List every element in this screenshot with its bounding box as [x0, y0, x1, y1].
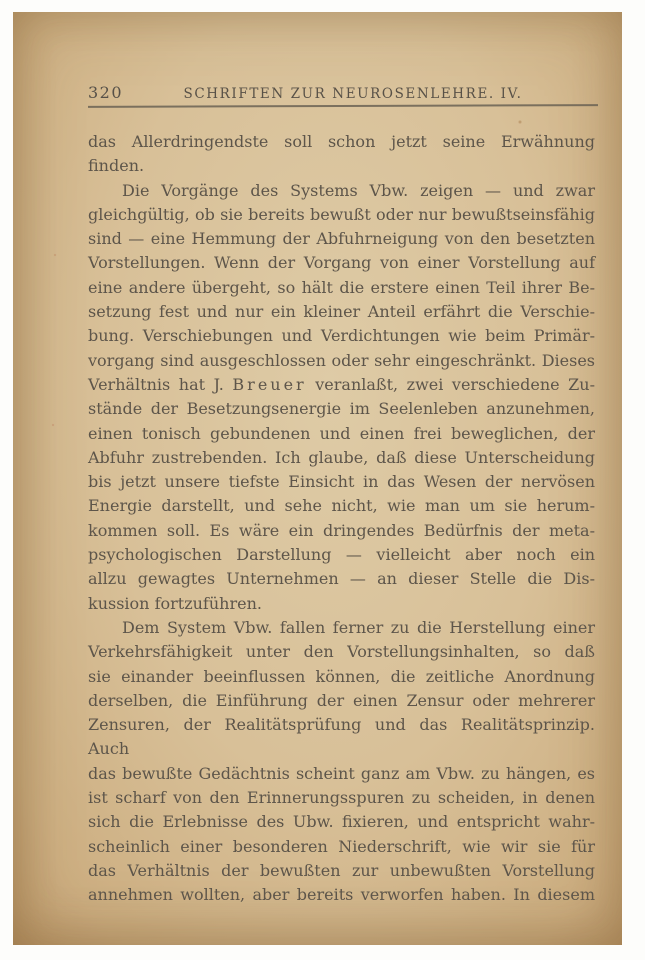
- body-text: [88, 130, 595, 908]
- text-line: kommen soll. Es wäre ein dringendes Bedürfnis der meta-: [88, 520, 595, 540]
- text-line: eine andere übergeht, so hält die erstere einen Teil ihrer Be-: [88, 277, 595, 297]
- text-line: vorgang sind ausgeschlossen oder sehr eingeschränkt. Dieses: [88, 350, 595, 370]
- header-rule: [88, 104, 598, 107]
- text-line: das Allerdringendste soll schon jetzt seine Erwähnung: [88, 132, 595, 151]
- text-line: Die Vorgänge des Systems Vbw. zeigen — und zwar: [122, 180, 595, 200]
- text-line: Vorstellungen. Wenn der Vorgang von einer Vorstellung auf: [88, 253, 595, 273]
- text-line: kussion fortzuführen.: [88, 593, 262, 613]
- text-line: bung. Verschiebungen und Verdichtungen wie beim Primär-: [88, 326, 595, 346]
- text-line: psychologischen Darstellung — vielleicht aber noch ein: [88, 545, 595, 565]
- text-line: Energie darstellt, und sehe nicht, wie man um sie herum-: [88, 496, 595, 516]
- page-paper: [13, 12, 622, 945]
- text-line: Zensuren, der Realitätsprüfung und das Realitätsprinzip. Auch: [88, 715, 595, 759]
- text-line: derselben, die Einführung der einen Zensur oder mehrerer: [88, 690, 595, 710]
- running-title: SCHRIFTEN ZUR NEUROSENLEHRE. IV.: [183, 85, 523, 102]
- text-line: Abfuhr zustrebenden. Ich glaube, daß diese Unterscheidung: [88, 447, 595, 467]
- text-line: gleichgültig, ob sie bereits bewußt oder nur bewußtseinsfähig: [88, 204, 595, 224]
- text-line: sich die Erlebnisse des Ubw. fixieren, und entspricht wahr-: [88, 812, 595, 832]
- text-line: setzung fest und nur ein kleiner Anteil erfährt die Verschie-: [88, 302, 595, 322]
- text-line: das bewußte Gedächtnis scheint ganz am Vbw. zu hängen, es: [88, 763, 595, 783]
- text-line: scheinlich einer besonderen Niederschrift, wie wir sie für: [88, 836, 595, 856]
- page-header: [88, 83, 600, 103]
- text-line: allzu gewagtes Unternehmen — an dieser Stelle die Dis-: [88, 569, 595, 589]
- text-line: Dem System Vbw. fallen ferner zu die Herstellung einer: [122, 617, 595, 637]
- text-line: bis jetzt unsere tiefste Einsicht in das Wesen der nervösen: [88, 472, 595, 492]
- text-line: das Verhältnis der bewußten zur unbewußten Vorstellung: [88, 860, 595, 880]
- text-line: finden.: [88, 156, 145, 176]
- text-line: stände der Besetzungsenergie im Seelenleben anzunehmen,: [88, 399, 595, 419]
- text-line: sind — eine Hemmung der Abfuhrneigung von den besetzten: [88, 229, 595, 249]
- page-number: 320: [88, 83, 124, 102]
- text-line: Verkehrsfähigkeit unter den Vorstellungsinhalten, so daß: [88, 642, 595, 662]
- text-line: ist scharf von den Erinnerungsspuren zu scheiden, in denen: [88, 788, 595, 808]
- text-line: sie einander beeinflussen können, die zeitliche Anordnung: [88, 666, 595, 686]
- text-line: einen tonisch gebundenen und einen frei beweglichen, der: [88, 423, 595, 443]
- text-line: Verhältnis hat J. Breuer veranlaßt, zwei verschiedene Zu-: [88, 374, 595, 394]
- text-line: annehmen wollten, aber bereits verworfen haben. In diesem: [88, 885, 595, 905]
